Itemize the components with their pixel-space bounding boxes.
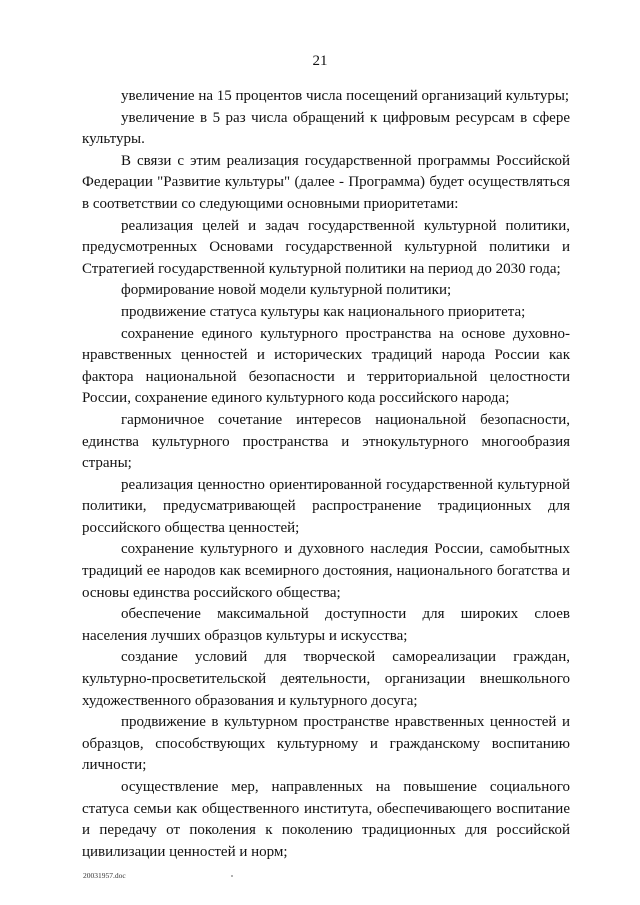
paragraph-10: сохранение культурного и духовного наследия России, самобытных традиций ее народов как всемирного достояния, национального богатства и основы единства российского общества;	[82, 541, 570, 601]
page-number: 21	[312, 53, 328, 69]
paragraph-4: реализация целей и задач государственной культурной политики, предусмотренных Основами государственной культурной политики и Стратегией государственной культурной политики на период до 2030 года;	[82, 217, 570, 277]
paragraph-5: формирование новой модели культурной политики;	[121, 282, 452, 299]
paragraph-2: увеличение в 5 раз числа обращений к цифровым ресурсам в сфере культуры.	[82, 109, 570, 148]
paragraph-6: продвижение статуса культуры как национального приоритета;	[121, 303, 526, 320]
paragraph-3: В связи с этим реализация государственной программы Российской Федерации "Развитие культуры" (далее - Программа) будет осуществляться в соответствии со следующими основными приоритетами:	[82, 152, 570, 212]
document-body	[82, 86, 570, 863]
paragraph-11: обеспечение максимальной доступности для широких слоев населения лучших образцов культуры и искусства;	[82, 606, 570, 644]
footer-filename: 20031957.doc	[83, 871, 126, 880]
scan-dot	[231, 875, 233, 877]
paragraph-13: продвижение в культурном пространстве нравственных ценностей и образцов, способствующих культурному и гражданскому воспитанию личности;	[82, 714, 570, 774]
paragraph-1: увеличение на 15 процентов числа посещений организаций культуры;	[121, 88, 570, 104]
paragraph-9: реализация ценностно ориентированной государственной культурной политики, предусматривающей распространение традиционных для российского общества ценностей;	[82, 476, 570, 536]
paragraph-8: гармоничное сочетание интересов национальной безопасности, единства культурного пространства и этнокультурного многообразия страны;	[82, 411, 570, 472]
paragraph-14: осуществление мер, направленных на повышение социального статуса семьи как общественного института, обеспечивающего воспитание и передачу от поколения к поколению традиционных для российской цивилизации ценностей и норм;	[82, 779, 570, 860]
paragraph-7: сохранение единого культурного пространства на основе духовно-нравственных ценностей и исторических традиций народа России как фактора национальной безопасности и территориальной целостности России, сохранение единого культурного кода российского народа;	[82, 325, 570, 407]
paragraph-12: создание условий для творческой самореализации граждан, культурно-просветительской деятельности, организации внешкольного художественного образования и культурного досуга;	[82, 649, 570, 709]
